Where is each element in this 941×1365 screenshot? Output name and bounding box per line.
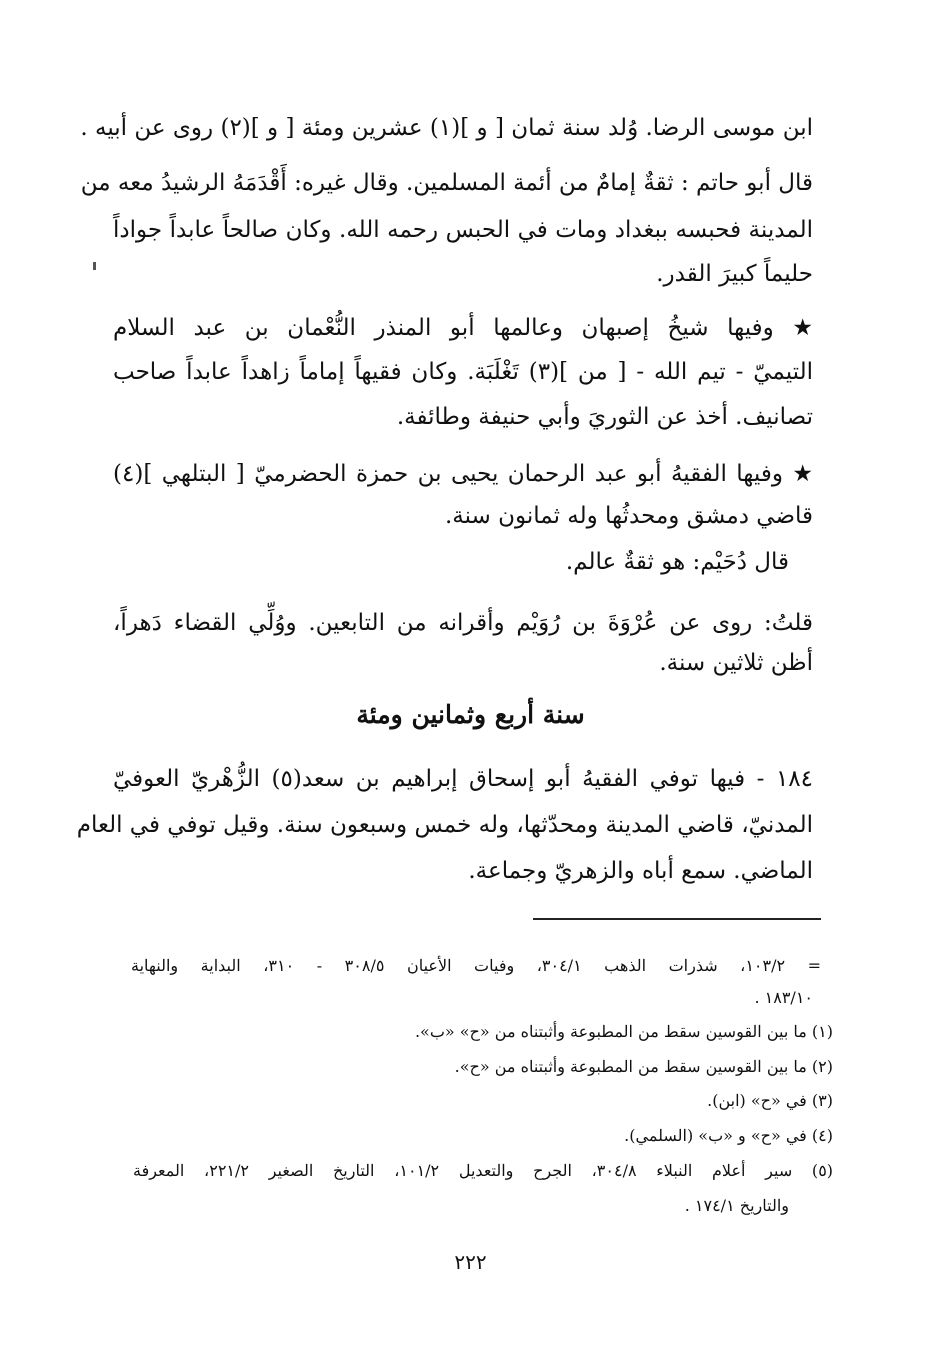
- text-line-9: قاضي دمشق ومحدثُها وله ثمانون سنة.: [444, 503, 813, 529]
- page-number: ٢٢٢: [454, 1250, 487, 1274]
- footnote-continuation-2: ١٨٣/١٠ .: [754, 988, 813, 1007]
- footnote-1: (١) ما بين القوسين سقط من المطبوعة وأثبتناه من «ح» «ب».: [414, 1022, 833, 1041]
- footnote-2: (٢) ما بين القوسين سقط من المطبوعة وأثبتناه من «ح».: [454, 1057, 833, 1076]
- footnote-5-cont: والتاريخ ١٧٤/١ .: [684, 1196, 789, 1215]
- footnote-separator: [533, 918, 821, 920]
- entry-line-3: الماضي. سمع أباه والزهريّ وجماعة.: [468, 858, 813, 884]
- text-line-11: قلتُ: روى عن عُرْوَةَ بن رُوَيْم وأقرانه من التابعين. ووُلِّي القضاء دَهراً،: [113, 610, 813, 636]
- text-line-2: قال أبو حاتم : ثقةٌ إمامٌ من أئمة المسلمين. وقال غيره: أَقْدَمَهُ الرشيدُ معه من: [80, 170, 813, 196]
- text-line-4: حليماً كبيرَ القدر.: [656, 261, 813, 287]
- entry-line-1: ١٨٤ - فيها توفي الفقيهُ أبو إسحاق إبراهيم بن سعد(٥) الزُّهْريّ العوفيّ: [113, 766, 814, 792]
- entry-line-2: المدنيّ، قاضي المدينة ومحدّثها، وله خمس وسبعون سنة. وقيل توفي في العام: [76, 812, 813, 838]
- text-line-10: قال دُحَيْم: هو ثقةٌ عالم.: [565, 549, 789, 575]
- text-line-7: تصانيف. أخذ عن الثوريَ وأبي حنيفة وطائفة.: [396, 404, 813, 430]
- ink-mark: [93, 262, 96, 270]
- section-heading: سنة أربع وثمانين ومئة: [356, 700, 585, 729]
- footnote-5: (٥) سير أعلام النبلاء ٣٠٤/٨، الجرح والتعديل ١٠١/٢، التاريخ الصغير ٢٢١/٢، المعرفة: [133, 1161, 834, 1180]
- text-line-8: ★ وفيها الفقيهُ أبو عبد الرحمان يحيى بن حمزة الحضرميّ [ البتلهي ](٤): [113, 461, 813, 487]
- text-line-1: ابن موسى الرضا. وُلد سنة ثمان [ و ](١) عشرين ومئة [ و ](٢) روى عن أبيه .: [80, 115, 813, 141]
- text-line-6: التيميّ - تيم الله - [ من ](٣) تَغْلَبَة. وكان فقيهاً إماماً زاهداً عابداً صاحب: [113, 359, 813, 385]
- footnote-3: (٣) في «ح» (ابن).: [707, 1091, 833, 1110]
- text-line-12: أظن ثلاثين سنة.: [659, 650, 813, 676]
- text-line-3: المدينة فحبسه ببغداد ومات في الحبس رحمه الله. وكان صالحاً عابداً جواداً: [113, 217, 813, 243]
- footnote-4: (٤) في «ح» و «ب» (السلمي).: [624, 1126, 833, 1145]
- footnote-continuation: = ١٠٣/٢، شذرات الذهب ٣٠٤/١، وفيات الأعيان ٣٠٨/٥ - ٣١٠، البداية والنهاية: [131, 956, 822, 975]
- text-line-5: ★ وفيها شيخُ إصبهان وعالمها أبو المنذر النُّعْمان بن عبد السلام: [113, 315, 813, 341]
